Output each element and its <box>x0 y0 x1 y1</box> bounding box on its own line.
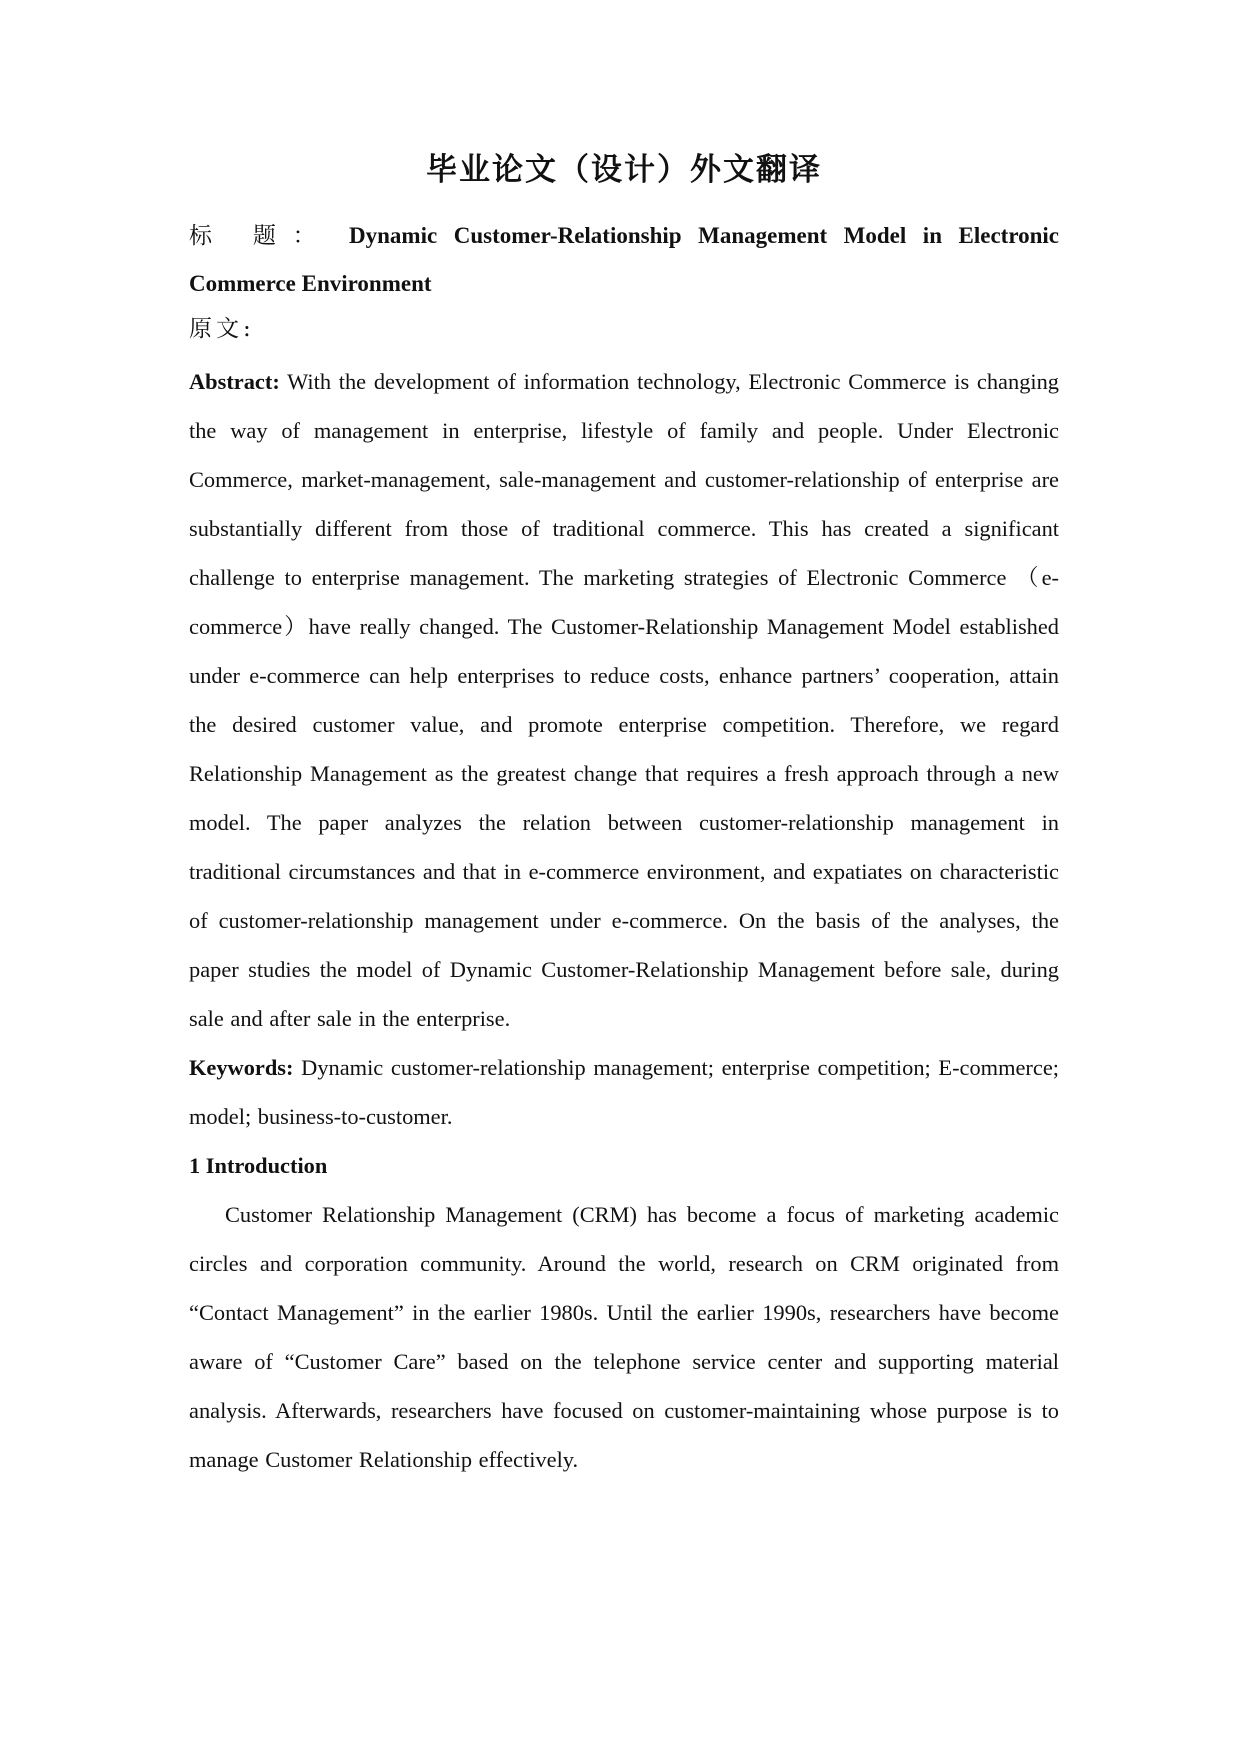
original-text-label: 原文: <box>189 316 255 342</box>
abstract-text: With the development of information technology, Electronic Commerce is changing the way of management in enterprise, lifestyle of family and people. Under Electronic Commerce, market-management, sale-management and customer-relationship of enterprise are substantially different from those of traditional commerce. This has created a significant challenge to enterprise management. The marketing strategies of Electronic Commerce （e-commerce）have really changed. The Customer-Relationship Management Model established under e-commerce can help enterprises to reduce costs, enhance partners’ cooperation, attain the desired customer value, and promote enterprise competition. Therefore, we regard Relationship Management as the greatest change that requires a fresh approach through a new model. The paper analyzes the relation between customer-relationship management in traditional circumstances and that in e-commerce environment, and expatiates on characteristic of customer-relationship management under e-commerce. On the basis of the analyses, the paper studies the model of Dynamic Customer-Relationship Management before sale, during sale and after sale in the enterprise. <box>189 369 1059 1031</box>
title-row <box>189 212 1059 307</box>
keywords-text: Dynamic customer-relationship management; enterprise competition; E-commerce; model; business-to-customer. <box>189 1055 1059 1129</box>
keywords-label: Keywords: <box>189 1055 294 1080</box>
title-label: 标 题： <box>189 223 333 249</box>
abstract-label: Abstract: <box>189 369 280 394</box>
document-heading: 毕业论文（设计）外文翻译 <box>426 152 822 188</box>
paper-title: Dynamic Customer-Relationship Management Model in Electronic Commerce Environment <box>189 223 1060 296</box>
keywords-paragraph <box>189 1043 1059 1141</box>
abstract-paragraph <box>189 357 1059 1043</box>
section-heading-introduction: 1 Introduction <box>189 1153 328 1178</box>
introduction-paragraph: Customer Relationship Management (CRM) has become a focus of marketing academic circles and corporation community. Around the world, research on CRM originated from “Contact Management” in the earlier 1980s. Until the earlier 1990s, researchers have become aware of “Customer Care” based on the telephone service center and supporting material analysis. Afterwards, researchers have focused on customer-maintaining whose purpose is to manage Customer Relationship effectively. <box>189 1202 1059 1472</box>
document-page <box>189 150 1059 1484</box>
